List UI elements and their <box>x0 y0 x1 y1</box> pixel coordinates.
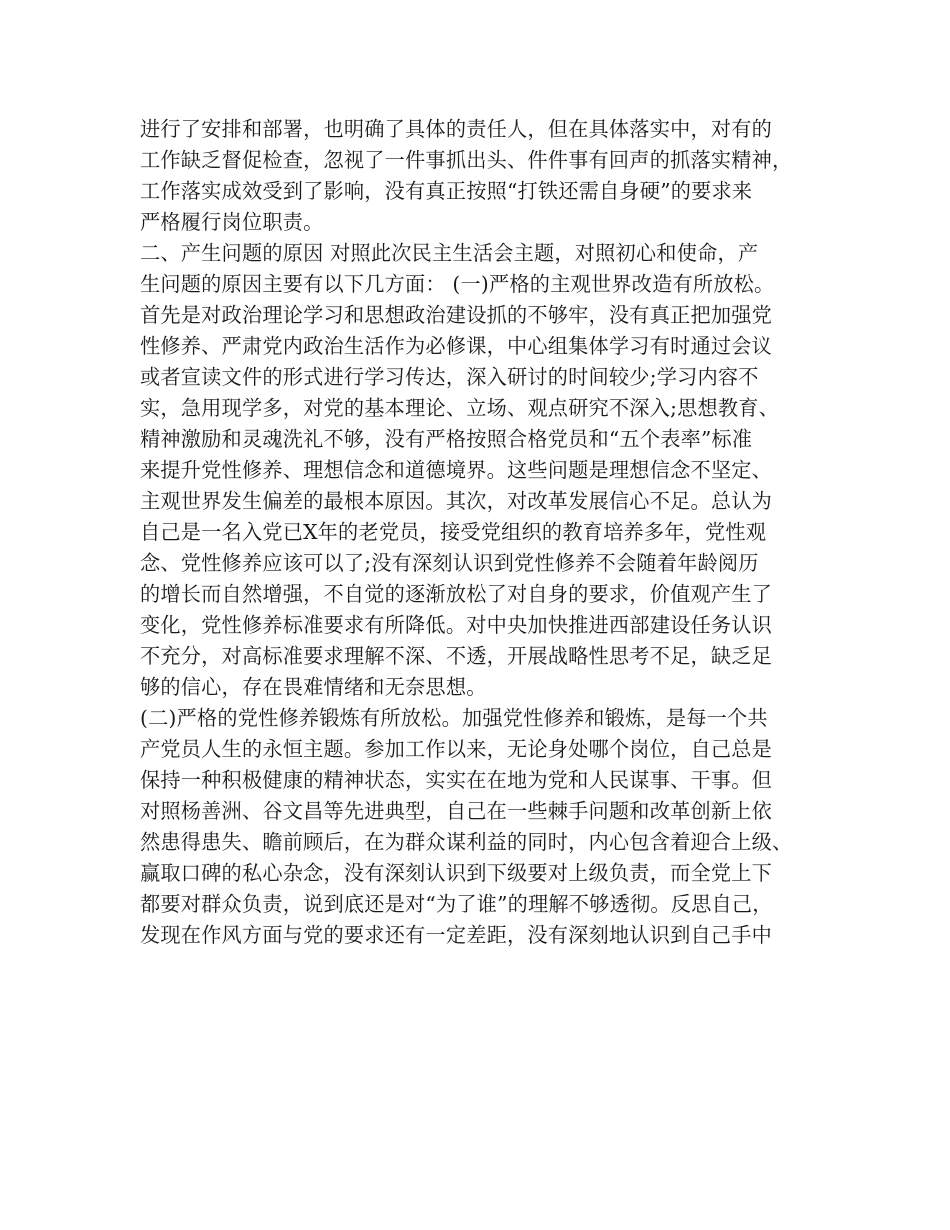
subsection-heading-line: (二)严格的党性修养锻炼有所放松。加强党性修养和锻炼，是每一个共 <box>140 706 768 730</box>
text-line: 严格履行岗位职责。 <box>140 210 324 234</box>
text-line: 或者宣读文件的形式进行学习传达，深入研讨的时间较少;学习内容不 <box>140 365 759 389</box>
text-line: 工作落实成效受到了影响，没有真正按照“打铁还需自身硬”的要求来 <box>140 179 753 203</box>
text-line: 生问题的原因主要有以下几方面： (一)严格的主观世界改造有所放松。 <box>140 272 775 296</box>
text-line: 实，急用现学多，对党的基本理论、立场、观点研究不深入;思想教育、 <box>140 396 780 420</box>
text-line: 不充分，对高标准要求理解不深、不透，开展战略性思考不足，缺乏足 <box>140 644 773 668</box>
text-line: 赢取口碑的私心杂念，没有深刻认识到下级要对上级负责，而全党上下 <box>140 861 773 885</box>
section-heading-line: 二、产生问题的原因 对照此次民主生活会主题，对照初心和使命，产 <box>140 241 759 265</box>
text-line: 首先是对政治理论学习和思想政治建设抓的不够牢，没有真正把加强党 <box>140 303 773 327</box>
text-line: 性修养、严肃党内政治生活作为必修课，中心组集体学习有时通过会议 <box>140 334 773 358</box>
text-line: 够的信心，存在畏难情绪和无奈思想。 <box>140 675 487 699</box>
text-line: 然患得患失、瞻前顾后，在为群众谋利益的同时，内心包含着迎合上级、 <box>140 830 793 854</box>
text-line: 自己是一名入党已X年的老党员，接受党组织的教育培养多年，党性观 <box>140 520 767 544</box>
text-line: 来提升党性修养、理想信念和道德境界。这些问题是理想信念不坚定、 <box>140 458 773 482</box>
text-line: 主观世界发生偏差的最根本原因。其次，对改革发展信心不足。总认为 <box>140 489 773 513</box>
text-line: 对照杨善洲、谷文昌等先进典型，自己在一些棘手问题和改革创新上依 <box>140 799 773 823</box>
text-line: 发现在作风方面与党的要求还有一定差距，没有深刻地认识到自己手中 <box>140 923 773 947</box>
text-line: 的增长而自然增强，不自觉的逐渐放松了对自身的要求，价值观产生了 <box>140 582 773 606</box>
text-line: 工作缺乏督促检查，忽视了一件事抓出头、件件事有回声的抓落实精神， <box>140 148 793 172</box>
text-line: 变化，党性修养标准要求有所降低。对中央加快推进西部建设任务认识 <box>140 613 773 637</box>
text-line: 进行了安排和部署，也明确了具体的责任人，但在具体落实中，对有的 <box>140 117 773 141</box>
text-line: 念、党性修养应该可以了;没有深刻认识到党性修养不会随着年龄阅历 <box>140 551 759 575</box>
text-line: 保持一种积极健康的精神状态，实实在在地为党和人民谋事、干事。但 <box>140 768 773 792</box>
text-line: 精神激励和灵魂洗礼不够，没有严格按照合格党员和“五个表率”标准 <box>140 427 753 451</box>
body-text <box>140 114 840 951</box>
text-line: 产党员人生的永恒主题。参加工作以来，无论身处哪个岗位，自己总是 <box>140 737 773 761</box>
text-line: 都要对群众负责，说到底还是对“为了谁”的理解不够透彻。反思自己， <box>140 892 773 916</box>
